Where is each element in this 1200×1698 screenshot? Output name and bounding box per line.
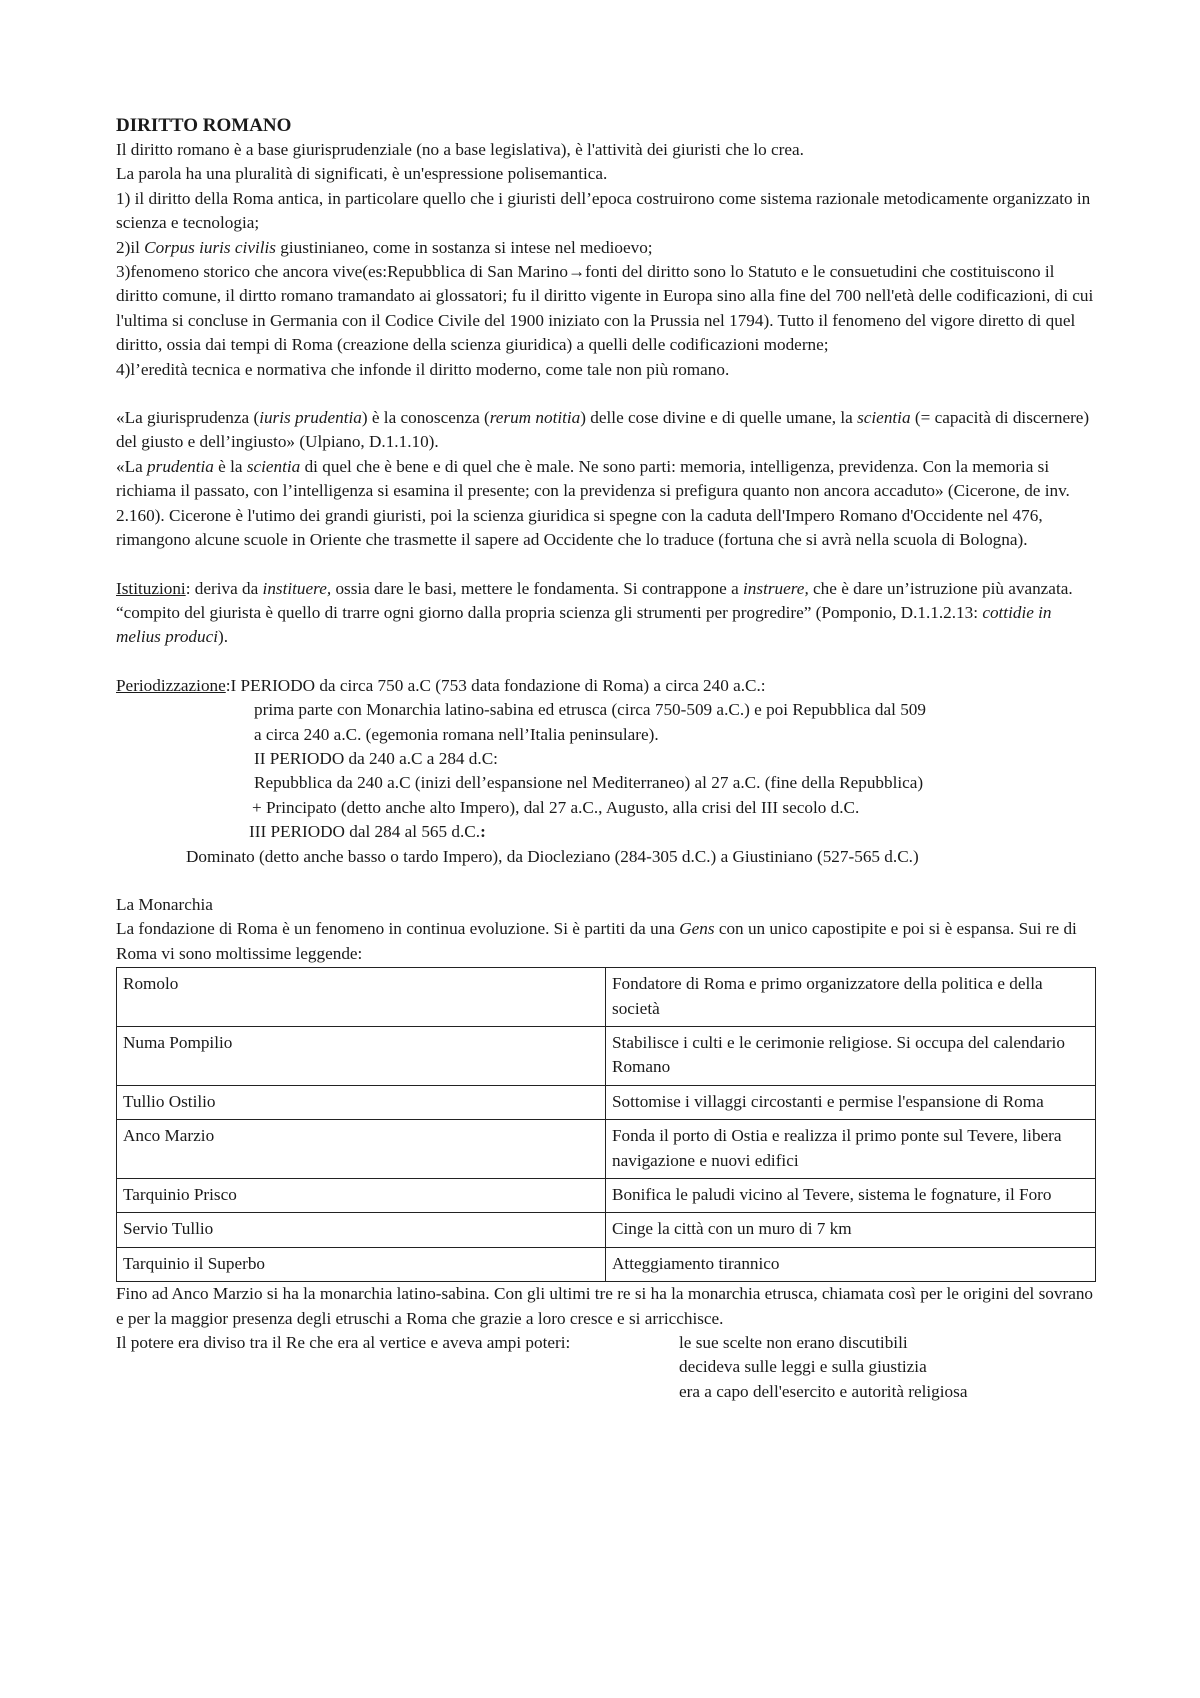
period-line: + Principato (detto anche alto Impero), dal 27 a.C., Augusto, alla crisi del III secolo d.C. [252, 797, 860, 817]
king-name: Romolo [117, 968, 606, 1027]
meaning-item-3: 3)fenomeno storico che ancora vive(es:Repubblica di San Marino→fonti del diritto sono lo Statuto e le consuetudini che costituiscono il diritto comune, il dirtto romano tramandato ai glossatori; fu il diritto vigente in Europa sino alla fine del 700 nell'età delle codificazioni, di cui l'ultima si concluse in Germania con il Codice Civile del 1900 iniziato con la Prussia nel 1794). Tutto il fenomeno del vigore diretto di quel diritto, ossia dai tempi di Roma (creazione della scienza giuridica) a quelli delle codificazioni moderne; [116, 262, 1094, 355]
period-line: Dominato (detto anche basso o tardo Impero), da Diocleziano (284-305 d.C.) a Giustiniano (527-565 d.C.) [186, 846, 919, 866]
king-description: Bonifica le paludi vicino al Tevere, sistema le fognature, il Foro [606, 1179, 1096, 1213]
table-row [117, 1120, 1096, 1179]
king-name: Servio Tullio [117, 1213, 606, 1247]
king-description: Fonda il porto di Ostia e realizza il primo ponte sul Tevere, libera navigazione e nuovi edifici [606, 1120, 1096, 1179]
king-name: Tullio Ostilio [117, 1085, 606, 1119]
king-name: Anco Marzio [117, 1120, 606, 1179]
meaning-item-2: 2)il Corpus iuris civilis giustinianeo, come in sostanza si intese nel medioevo; [116, 237, 653, 257]
king-description: Atteggiamento tirannico [606, 1247, 1096, 1281]
cicerone-quote: «La prudentia è la scientia di quel che è bene e di quel che è male. Ne sono parti: memoria, intelligenza, previdenza. Con la memoria si richiama il passato, con l’intelligenza si esamina il presente; con la previdenza si prefigura quanto non ancora accaduto» (Cicerone, de inv. 2.160). Cicerone è l'utimo dei grandi giuristi, poi la scienza giuridica si spegne con la caduta dell'Impero Romano d'Occidente nel 476, rimangono alcune scuole in Oriente che trasmette il sapere ad Occidente che lo traduce (fortuna che si avrà nella scuola di Bologna). [116, 456, 1070, 550]
table-row [117, 968, 1096, 1027]
ulpiano-quote: «La giurisprudenza (iuris prudentia) è la conoscenza (rerum notitia) delle cose divine e di quelle umane, la scientia (= capacità di discernere) del giusto e dell’ingiusto» (Ulpiano, D.1.1.10). [116, 408, 1090, 452]
period-line: a circa 240 a.C. (egemonia romana nell’Italia peninsulare). [254, 724, 659, 744]
table-row [117, 1179, 1096, 1213]
king-name: Tarquinio il Superbo [117, 1247, 606, 1281]
king-name: Tarquinio Prisco [117, 1179, 606, 1213]
monarchia-heading: La Monarchia [116, 894, 213, 914]
pomponio-quote: “compito del giurista è quello di trarre ogni giorno dalla propria scienza gli strumenti per progredire” (Pomponio, D.1.1.2.13: cottidie in melius produci). [116, 602, 1052, 647]
kings-table [116, 967, 1096, 1282]
period-line: Repubblica da 240 a.C (inizi dell’espansione nel Mediterraneo) al 27 a.C. (fine della Repubblica) [254, 773, 924, 793]
table-row [117, 1085, 1096, 1119]
monarchia-intro: La fondazione di Roma è un fenomeno in continua evoluzione. Si è partiti da una Gens con un unico capostipite e poi si è espansa. Sui re di Roma vi sono moltissime leggende: [116, 919, 1077, 963]
intro-paragraph: Il diritto romano è a base giurisprudenziale (no a base legislativa), è l'attività dei giuristi che lo crea. [116, 140, 804, 159]
powers-list [679, 1331, 967, 1404]
monarchia-paragraph: Fino ad Anco Marzio si ha la monarchia latino-sabina. Con gli ultimi tre re si ha la monarchia etrusca, chiamata così per le origini del sovrano e per la maggior presenza degli etruschi a Roma che grazie a loro cresce e si arricchisce. [116, 1284, 1094, 1328]
meaning-item-1: 1) il diritto della Roma antica, in particolare quello che i giuristi dell’epoca costruirono come sistema razionale metodicamente organizzato in scienza e tecnologia; [116, 188, 1091, 233]
king-description: Stabilisce i culti e le cerimonie religiose. Si occupa del calendario Romano [606, 1027, 1096, 1086]
king-description: Sottomise i villaggi circostanti e permise l'espansione di Roma [606, 1085, 1096, 1119]
king-name: Numa Pompilio [117, 1027, 606, 1086]
table-row [117, 1027, 1096, 1086]
period-3-line: III PERIODO dal 284 al 565 d.C.: [249, 822, 486, 842]
periodizzazione-section [116, 674, 1096, 869]
powers-lead: Il potere era diviso tra il Re che era al vertice e aveva ampi poteri: [116, 1333, 571, 1353]
list-item: decideva sulle leggi e sulla giustizia [679, 1357, 927, 1377]
period-2-line: II PERIODO da 240 a.C a 284 d.C: [254, 748, 498, 768]
powers-section [116, 1331, 1096, 1401]
intro-paragraph: La parola ha una pluralità di significati, è un'espressione polisemantica. [116, 164, 608, 184]
period-1-line: Periodizzazione:I PERIODO da circa 750 a.C (753 data fondazione di Roma) a circa 240 a.C.: [116, 675, 766, 695]
meaning-item-4: 4)l’eredità tecnica e normativa che infonde il diritto moderno, come tale non più romano. [116, 359, 730, 379]
table-row [117, 1213, 1096, 1247]
list-item: era a capo dell'esercito e autorità religiosa [679, 1381, 968, 1401]
istituzioni-paragraph: Istituzioni: deriva da instituere, ossia dare le basi, mettere le fondamenta. Si contrappone a instruere, che è dare un’istruzione più avanzata. [116, 578, 1073, 598]
document-page [116, 114, 1096, 1401]
king-description: Fondatore di Roma e primo organizzatore della politica e della società [606, 968, 1096, 1027]
period-line: prima parte con Monarchia latino-sabina ed etrusca (circa 750-509 a.C.) e poi Repubblica dal 509 [254, 700, 926, 720]
king-description: Cinge la città con un muro di 7 km [606, 1213, 1096, 1247]
list-item: le sue scelte non erano discutibili [679, 1333, 908, 1353]
document-title: DIRITTO ROMANO [116, 115, 292, 136]
table-row [117, 1247, 1096, 1281]
